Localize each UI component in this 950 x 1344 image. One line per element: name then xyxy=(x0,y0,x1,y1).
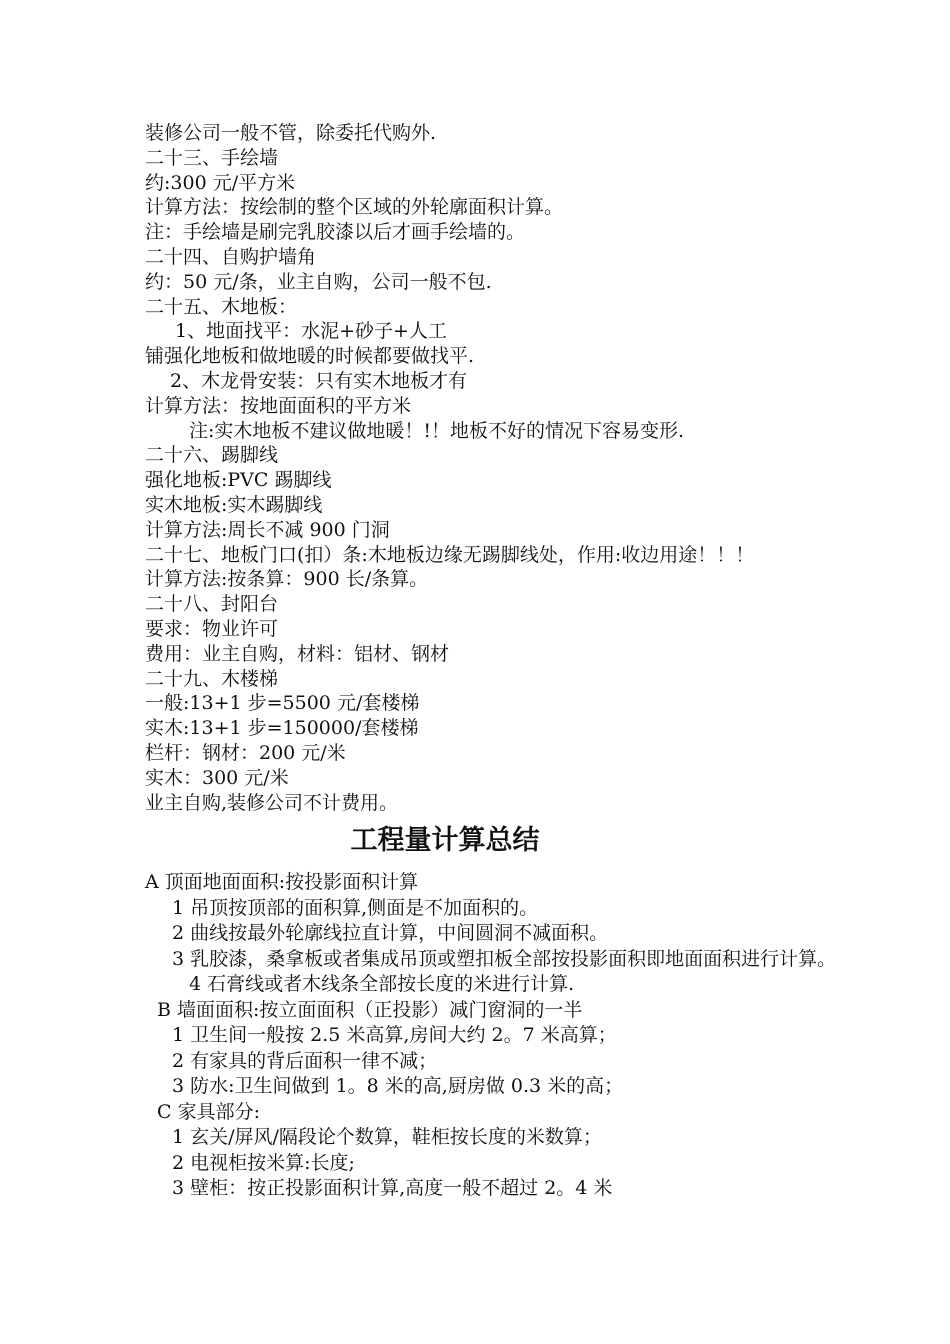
body-text xyxy=(145,121,865,867)
text-line: 实木地板:实木踢脚线 xyxy=(145,493,323,516)
text-line: 计算方法：按地面面积的平方米 xyxy=(145,394,412,417)
summary-item: 1 玄关/屏风/隔段论个数算，鞋柜按长度的米数算； xyxy=(172,1126,602,1148)
section-heading-25: 二十五、木地板： xyxy=(145,295,298,318)
text-line: 计算方法：按绘制的整个区域的外轮廓面积计算。 xyxy=(145,196,564,219)
summary-section-c: C 家具部分: xyxy=(157,1100,260,1123)
text-line: 一般:13+1 步=5500 元/套楼梯 xyxy=(145,692,420,715)
summary-item: 3 壁柜：按正投影面积计算,高度一般不超过 2。4 米 xyxy=(172,1177,613,1199)
text-line: 装修公司一般不管，除委托代购外. xyxy=(145,122,437,144)
text-line: 注:实木地板不建议做地暖！!！地板不好的情况下容易变形. xyxy=(189,419,685,442)
text-line: 计算方法:周长不减 900 门洞 xyxy=(145,518,390,541)
summary-item: 1 卫生间一般按 2.5 米高算,房间大约 2。7 米高算； xyxy=(172,1024,617,1046)
summary-item: 2 有家具的背后面积一律不减； xyxy=(172,1049,438,1072)
section-heading-26: 二十六、踢脚线 xyxy=(145,444,279,467)
summary-item: 2 曲线按最外轮廓线拉直计算，中间圆洞不减面积。 xyxy=(172,922,609,944)
text-line: 栏杆：钢材：200 元/米 xyxy=(145,741,346,764)
summary-item: 3 乳胶漆，桑拿板或者集成吊顶或塑扣板全部按投影面积即地面面积进行计算。 xyxy=(172,947,837,970)
text-line: 注：手绘墙是刷完乳胶漆以后才画手绘墙的。 xyxy=(145,221,526,244)
text-line: 强化地板:PVC 踢脚线 xyxy=(145,469,332,492)
text-line: 约：50 元/条，业主自购，公司一般不包. xyxy=(145,270,492,293)
summary-section-a: A 顶面地面面积:按投影面积计算 xyxy=(145,871,419,893)
text-line: 费用：业主自购，材料：铝材、钢材 xyxy=(145,642,450,665)
section-heading-28: 二十八、封阳台 xyxy=(145,593,279,616)
text-line: 要求：物业许可 xyxy=(145,617,279,640)
section-heading-23: 二十三、手绘墙 xyxy=(145,146,279,169)
summary-item: 1 吊顶按顶部的面积算,侧面是不加面积的。 xyxy=(172,896,539,919)
text-line: 计算方法:按条算：900 长/条算。 xyxy=(145,568,429,591)
text-line: 实木：300 元/米 xyxy=(145,766,289,789)
text-line: 2、木龙骨安装：只有实木地板才有 xyxy=(170,369,468,392)
text-line: 约:300 元/平方米 xyxy=(145,171,296,194)
summary-title: 工程量计算总结 xyxy=(350,825,540,857)
summary-item: 3 防水:卫生间做到 1。8 米的高,厨房做 0.3 米的高； xyxy=(172,1075,624,1097)
summary-section-b: B 墙面面积:按立面面积（正投影）减门窗洞的一半 xyxy=(157,998,583,1021)
summary-item: 2 电视柜按米算:长度; xyxy=(172,1151,355,1174)
text-line: 实木:13+1 步=150000/套楼梯 xyxy=(145,717,419,740)
section-heading-24: 二十四、自购护墙角 xyxy=(145,245,317,268)
section-heading-29: 二十九、木楼梯 xyxy=(145,667,279,690)
text-line: 铺强化地板和做地暖的时候都要做找平. xyxy=(145,345,475,368)
summary-item: 4 石膏线或者木线条全部按长度的米进行计算. xyxy=(189,973,575,995)
text-line: 业主自购,装修公司不计费用。 xyxy=(145,791,399,814)
section-heading-27: 二十七、地板门口(扣）条:木地板边缘无踢脚线处，作用:收边用途！！！ xyxy=(145,543,755,566)
summary-section xyxy=(145,870,865,1202)
text-line: 1、地面找平：水泥+砂子+人工 xyxy=(175,320,447,343)
